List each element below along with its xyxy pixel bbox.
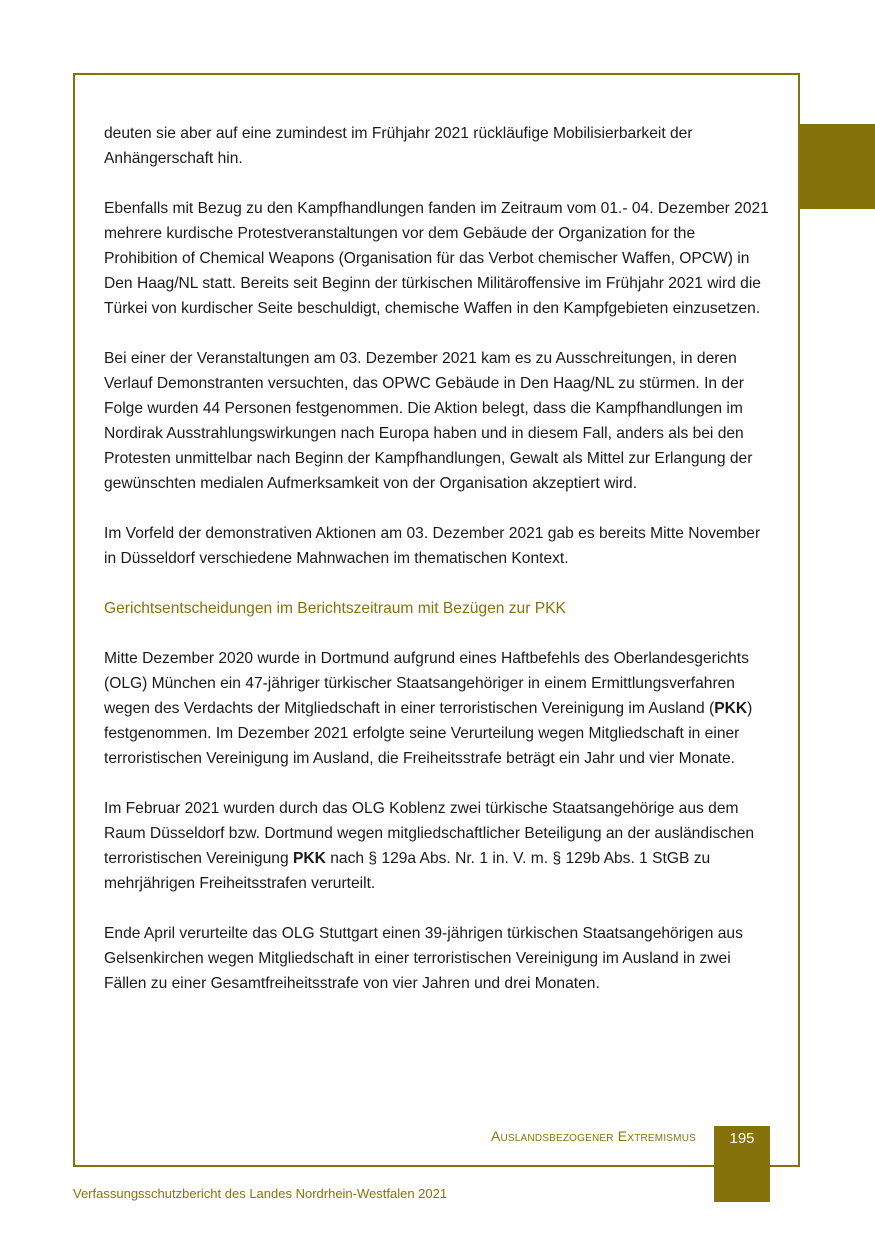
body-text (104, 121, 770, 1021)
paragraph: deuten sie aber auf eine zumindest im Frühjahr 2021 rückläufige Mobilisierbarkeit der Anhängerschaft hin. (104, 125, 693, 167)
page-number: 195 (729, 1130, 755, 1147)
paragraph: Im Februar 2021 wurden durch das OLG Koblenz zwei türkische Staatsangehörige aus dem Raum Düsseldorf bzw. Dortmund wegen mitgliedschaftlicher Beteiligung an der ausländischen terroristischen Vereinigung PKK nach § 129a Abs. Nr. 1 in. V. m. § 129b Abs. 1 StGB zu mehrjährigen Freiheitsstrafen verurteilt. (104, 800, 755, 892)
paragraph: Mitte Dezember 2020 wurde in Dortmund aufgrund eines Haftbefehls des Oberlandesgerichts (OLG) München ein 47-jähriger türkischer Staatsangehöriger in einem Ermittlungsverfahren wegen des Verdachts der Mitgliedschaft in einer terroristischen Vereinigung im Ausland (PKK) festgenommen. Im Dezember 2021 erfolgte seine Verurteilung wegen Mitgliedschaft in einer terroristischen Vereinigung im Ausland, die Freiheitsstrafe beträgt ein Jahr und vier Monate. (104, 650, 753, 767)
page-number-box (714, 1126, 770, 1202)
pkk-bold: PKK (714, 700, 748, 717)
paragraph: Ende April verurteilte das OLG Stuttgart einen 39-jährigen türkischen Staatsangehörigen aus Gelsenkirchen wegen Mitgliedschaft in einer terroristischen Vereinigung im Ausland in zwei Fällen zu einer Gesamtfreiheitsstrafe von vier Jahren und drei Monaten. (104, 925, 743, 992)
section-heading: Gerichtsentscheidungen im Berichtszeitraum mit Bezügen zur PKK (104, 600, 566, 617)
report-title: Verfassungsschutzbericht des Landes Nordrhein-Westfalen 2021 (73, 1186, 448, 1201)
running-footer-section: Auslandsbezogener Extremismus (490, 1128, 696, 1144)
paragraph: Ebenfalls mit Bezug zu den Kampfhandlungen fanden im Zeitraum vom 01.- 04. Dezember 2021 mehrere kurdische Protestveranstaltungen vor dem Gebäude der Organization for the Prohibition of Chemical Weapons (Organisation für das Verbot chemischer Waffen, OPCW) in Den Haag/NL statt. Bereits seit Beginn der türkischen Militäroffensive im Frühjahr 2021 wird die Türkei von kurdischer Seite beschuldigt, chemische Waffen in den Kampfgebieten einzusetzen. (104, 200, 769, 317)
paragraph: Im Vorfeld der demonstrativen Aktionen am 03. Dezember 2021 gab es bereits Mitte November in Düsseldorf verschiedene Mahnwachen im thematischen Kontext. (104, 525, 761, 567)
paragraph: Bei einer der Veranstaltungen am 03. Dezember 2021 kam es zu Ausschreitungen, in deren Verlauf Demonstranten versuchten, das OPWC Gebäude in Den Haag/NL zu stürmen. In der Folge wurden 44 Personen festgenommen. Die Aktion belegt, dass die Kampfhandlungen im Nordirak Ausstrahlungswirkungen nach Europa haben und in diesem Fall, anders als bei den Protesten unmittelbar nach Beginn der Kampfhandlungen, Gewalt als Mittel zur Erlangung der gewünschten medialen Aufmerksamkeit von der Organisation akzeptiert wird. (104, 350, 753, 492)
pkk-bold: PKK (292, 850, 326, 867)
chapter-tab (798, 124, 875, 209)
